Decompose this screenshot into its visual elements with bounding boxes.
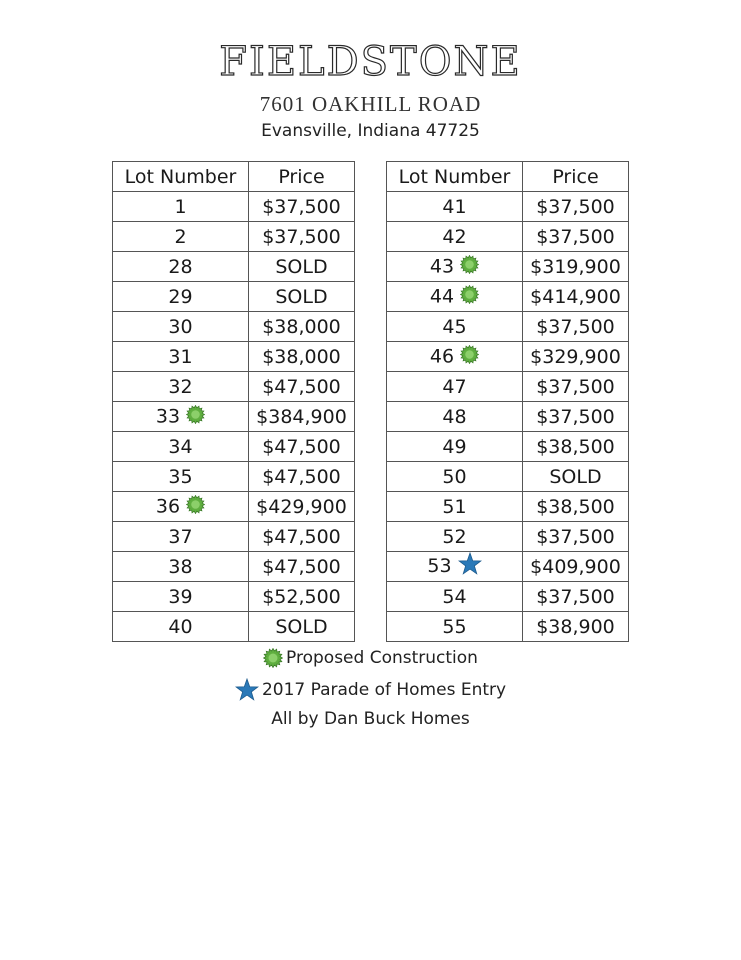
lot-number: 40 <box>168 615 193 638</box>
street-address: 7601 OAKHILL ROAD <box>259 92 482 116</box>
lot-cell <box>387 252 523 282</box>
price-cell: $37,500 <box>523 582 629 612</box>
lot-cell <box>387 492 523 522</box>
green-starburst-icon <box>263 648 286 668</box>
lot-number: 46 <box>429 345 455 367</box>
lot-number: 48 <box>442 405 467 428</box>
lot-number: 53 <box>427 555 452 577</box>
table-row <box>387 432 629 462</box>
lot-number: 33 <box>155 405 181 427</box>
lot-cell <box>387 462 523 492</box>
table-row <box>113 432 355 462</box>
price-cell: SOLD <box>523 462 629 492</box>
green-starburst-icon <box>186 495 205 519</box>
lot-cell <box>387 222 523 252</box>
green-starburst-icon <box>460 255 479 279</box>
lot-number: 34 <box>168 435 193 458</box>
price-cell: $37,500 <box>523 222 629 252</box>
column-header-price: Price <box>523 162 629 192</box>
table-row <box>387 522 629 552</box>
lot-number: 1 <box>174 195 187 218</box>
table-row <box>113 192 355 222</box>
lot-cell <box>113 282 249 312</box>
builder-note: All by Dan Buck Homes <box>271 709 470 729</box>
table-row <box>113 552 355 582</box>
table-row <box>387 402 629 432</box>
lot-cell <box>387 582 523 612</box>
price-cell: $47,500 <box>249 522 355 552</box>
table-row <box>387 552 629 582</box>
legend-proposed-label: Proposed Construction <box>286 648 478 668</box>
lot-cell <box>113 552 249 582</box>
lot-number: 50 <box>442 465 467 488</box>
lot-number: 32 <box>168 375 193 398</box>
lot-cell <box>387 522 523 552</box>
lot-cell <box>113 612 249 642</box>
green-starburst-icon <box>460 285 479 309</box>
lot-number: 54 <box>442 585 467 608</box>
lot-number: 42 <box>442 225 467 248</box>
table-row <box>113 312 355 342</box>
price-cell: SOLD <box>249 282 355 312</box>
lot-number: 31 <box>168 345 193 368</box>
lot-cell <box>113 432 249 462</box>
lot-number: 43 <box>429 255 455 277</box>
price-cell: $37,500 <box>249 192 355 222</box>
table-row <box>113 462 355 492</box>
lot-number: 36 <box>155 495 181 517</box>
lot-cell <box>113 492 249 522</box>
table-row <box>387 342 629 372</box>
lot-number: 44 <box>429 285 455 307</box>
lot-cell <box>387 552 523 582</box>
lot-number: 30 <box>168 315 193 338</box>
lot-number: 49 <box>442 435 467 458</box>
lot-cell <box>113 342 249 372</box>
price-cell: $37,500 <box>523 192 629 222</box>
table-row <box>387 612 629 642</box>
table-row <box>113 582 355 612</box>
price-cell: SOLD <box>249 252 355 282</box>
table-row <box>113 492 355 522</box>
blue-star-icon <box>458 552 482 581</box>
table-row <box>113 372 355 402</box>
lot-price-table-left <box>112 161 355 642</box>
price-cell: $37,500 <box>523 372 629 402</box>
price-cell: $38,900 <box>523 612 629 642</box>
table-row <box>113 522 355 552</box>
lot-number: 52 <box>442 525 467 548</box>
lot-cell <box>387 432 523 462</box>
price-cell: $38,500 <box>523 432 629 462</box>
price-cell: $37,500 <box>523 522 629 552</box>
table-row <box>387 282 629 312</box>
lot-cell <box>387 342 523 372</box>
lot-number: 55 <box>442 615 467 638</box>
green-starburst-icon <box>186 405 205 429</box>
price-cell: $37,500 <box>523 312 629 342</box>
lot-number: 45 <box>442 315 467 338</box>
table-row <box>387 252 629 282</box>
price-cell: $38,500 <box>523 492 629 522</box>
lot-number: 28 <box>168 255 193 278</box>
blue-star-icon <box>235 680 262 700</box>
lot-cell <box>387 402 523 432</box>
price-cell: $319,900 <box>523 252 629 282</box>
price-cell: $37,500 <box>249 222 355 252</box>
table-row <box>387 582 629 612</box>
lot-cell <box>113 252 249 282</box>
lot-cell <box>387 612 523 642</box>
lot-number: 51 <box>442 495 467 518</box>
lot-cell <box>113 522 249 552</box>
table-row <box>387 372 629 402</box>
lot-number: 35 <box>168 465 193 488</box>
price-cell: $429,900 <box>249 492 355 522</box>
table-row <box>113 222 355 252</box>
price-cell: $38,000 <box>249 312 355 342</box>
price-cell: $384,900 <box>249 402 355 432</box>
lot-cell <box>387 192 523 222</box>
price-cell: $329,900 <box>523 342 629 372</box>
price-cell: $47,500 <box>249 462 355 492</box>
lot-number: 38 <box>168 555 193 578</box>
table-row <box>387 462 629 492</box>
column-header-lot-number: Lot Number <box>387 162 523 192</box>
legend-parade-label: 2017 Parade of Homes Entry <box>261 680 507 700</box>
legend-parade <box>0 678 741 702</box>
table-row <box>113 342 355 372</box>
price-cell: $47,500 <box>249 432 355 462</box>
column-header-price: Price <box>249 162 355 192</box>
table-row <box>113 252 355 282</box>
price-cell: $409,900 <box>523 552 629 582</box>
lot-cell <box>113 192 249 222</box>
table-row <box>387 192 629 222</box>
page-title: FIELDSTONE <box>219 39 522 85</box>
price-cell: $38,000 <box>249 342 355 372</box>
lot-number: 47 <box>442 375 467 398</box>
table-header-row <box>113 162 355 192</box>
green-starburst-icon <box>460 345 479 369</box>
price-cell: $414,900 <box>523 282 629 312</box>
price-cell: $47,500 <box>249 552 355 582</box>
lot-number: 41 <box>442 195 467 218</box>
price-cell: $37,500 <box>523 402 629 432</box>
lot-cell <box>113 372 249 402</box>
legend-proposed <box>0 648 741 668</box>
price-cell: SOLD <box>249 612 355 642</box>
lot-number: 39 <box>168 585 193 608</box>
table-row <box>113 282 355 312</box>
lot-cell <box>113 462 249 492</box>
table-row <box>387 222 629 252</box>
lot-cell <box>113 312 249 342</box>
lot-cell <box>387 282 523 312</box>
price-cell: $52,500 <box>249 582 355 612</box>
lot-number: 29 <box>168 285 193 308</box>
lot-cell <box>113 402 249 432</box>
table-row <box>387 492 629 522</box>
table-row <box>113 612 355 642</box>
table-row <box>113 402 355 432</box>
lot-cell <box>113 222 249 252</box>
lot-number: 37 <box>168 525 193 548</box>
table-header-row <box>387 162 629 192</box>
column-header-lot-number: Lot Number <box>113 162 249 192</box>
price-cell: $47,500 <box>249 372 355 402</box>
city-state-zip: Evansville, Indiana 47725 <box>261 121 480 141</box>
lot-cell <box>387 372 523 402</box>
lot-cell <box>387 312 523 342</box>
lot-number: 2 <box>174 225 187 248</box>
lot-price-table-right <box>386 161 629 642</box>
table-row <box>387 312 629 342</box>
lot-cell <box>113 582 249 612</box>
